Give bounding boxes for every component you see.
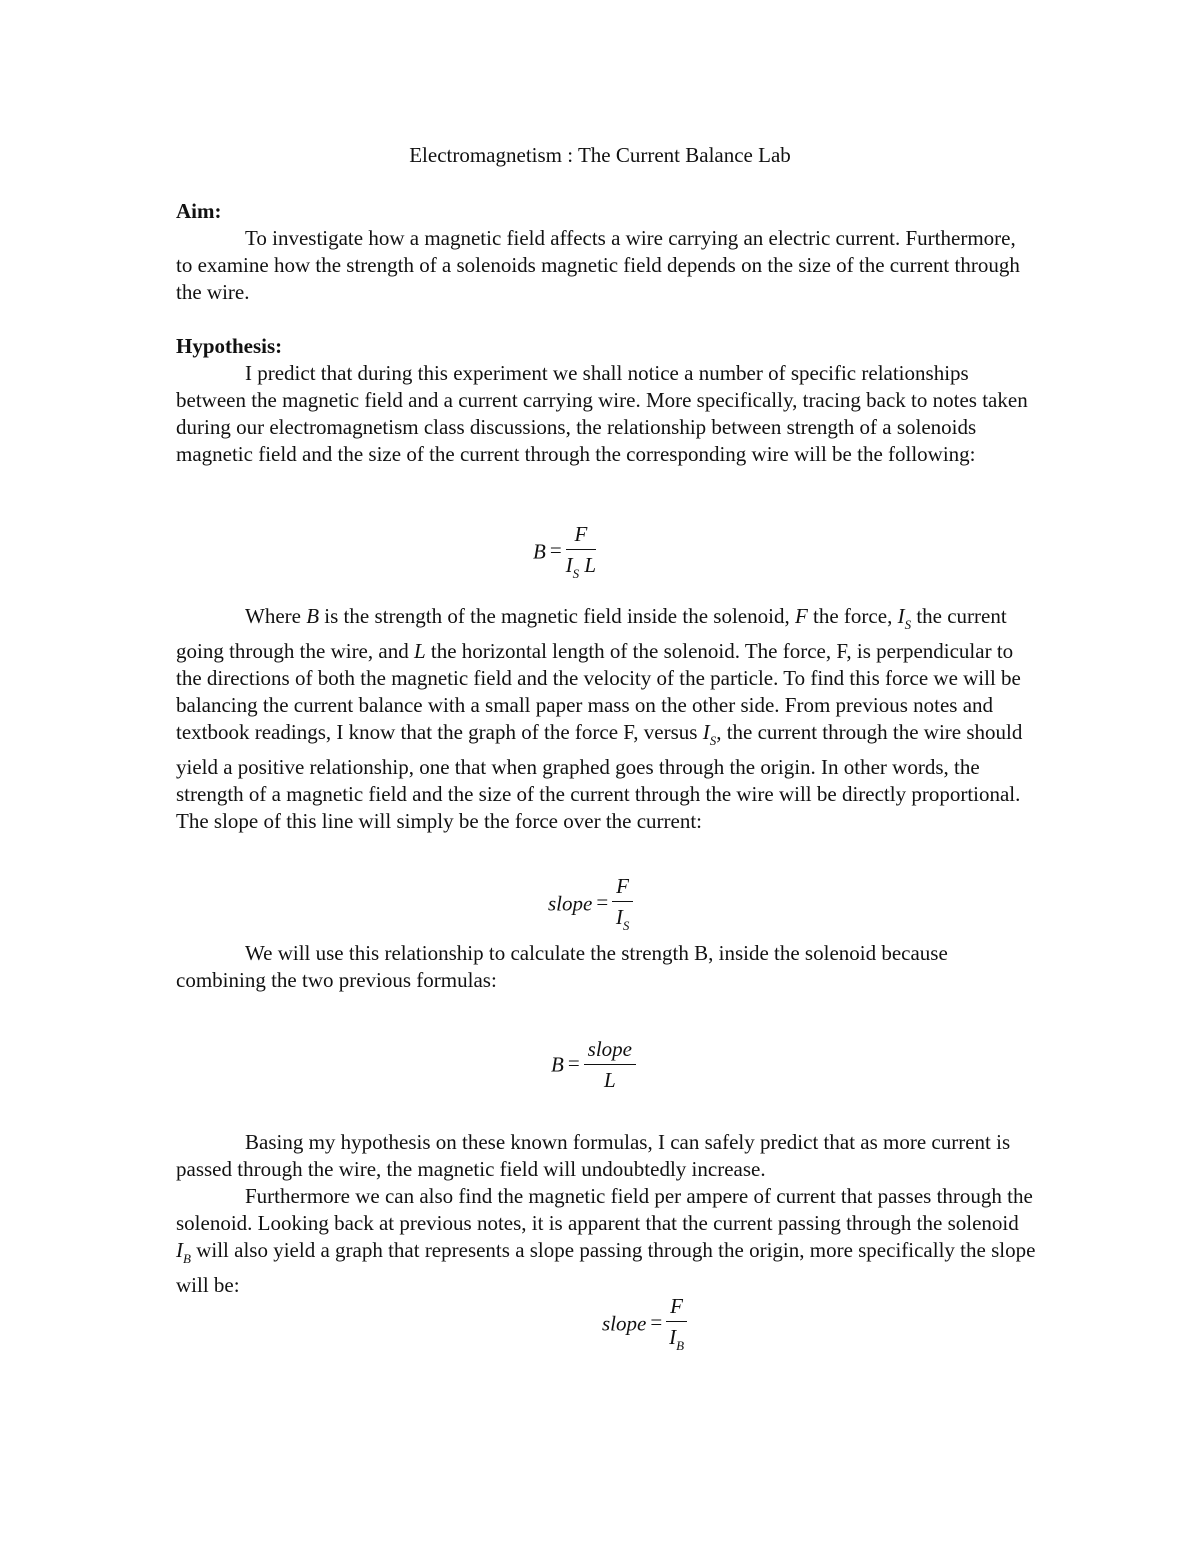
- denominator: [566, 550, 596, 582]
- fraction: [666, 1294, 687, 1354]
- fraction: [566, 522, 596, 582]
- length-symbol: L: [584, 553, 597, 577]
- equation-lhs: B: [533, 539, 546, 564]
- current-symbol: I: [669, 1325, 677, 1349]
- hypothesis-paragraph-3-block: [176, 940, 1036, 994]
- fraction: [584, 1037, 636, 1093]
- aim-heading: Aim:: [176, 199, 222, 223]
- current-subscript: S: [622, 918, 630, 933]
- current-symbol: I: [615, 905, 623, 929]
- equation-lhs: B: [551, 1052, 564, 1077]
- hypothesis-paragraph-5: Furthermore we can also find the magnetic field per ampere of current that passes through the solenoid. Looking back at previous notes, it is apparent that the current passing through the solenoid $I_B$ will also yield a graph that represents a slope passing through the origin, more specifically the slope will be:: [176, 1184, 1036, 1297]
- numerator: F: [612, 874, 633, 902]
- equals-sign: =: [596, 889, 609, 914]
- numerator: F: [566, 522, 596, 550]
- current-subscript: B: [676, 1338, 685, 1353]
- hypothesis-paragraph-3: We will use this relationship to calculate the strength B, inside the solenoid because combining the two previous formulas:: [176, 941, 948, 992]
- denominator: [666, 1322, 687, 1354]
- equation-lhs: slope: [602, 1311, 647, 1336]
- equation-slope-equals-f-over-ib: [602, 1294, 687, 1354]
- document-title: Electromagnetism : The Current Balance Lab: [409, 143, 791, 167]
- equation-lhs: slope: [548, 891, 593, 916]
- current-subscript: S: [572, 566, 580, 581]
- hypothesis-section: [176, 333, 1036, 468]
- hypothesis-paragraph-1: I predict that during this experiment we shall notice a number of specific relationships between the magnetic field and a current carrying wire. More specifically, tracing back to notes taken during our electromagnetism class discussions, the relationship between strength of a solenoids magnetic field and the size of the current through the corresponding wire will be the following:: [176, 361, 1028, 466]
- aim-section: [176, 198, 1036, 306]
- hypothesis-heading: Hypothesis:: [176, 334, 283, 358]
- equation-b-equals-f-over-is-l: [533, 522, 596, 582]
- equation-slope-equals-f-over-is: [548, 874, 633, 934]
- hypothesis-paragraph-2-block: [176, 603, 1036, 835]
- equals-sign: =: [567, 1050, 580, 1075]
- current-symbol: I: [565, 553, 573, 577]
- aim-text: To investigate how a magnetic field affects a wire carrying an electric current. Furthermore, to examine how the strength of a solenoids magnetic field depends on the size of the current through the wire.: [176, 226, 1020, 304]
- equals-sign: =: [650, 1309, 663, 1334]
- denominator: L: [603, 1068, 616, 1092]
- equation-b-equals-slope-over-l: [551, 1037, 636, 1093]
- equals-sign: =: [549, 537, 562, 562]
- fraction: [612, 874, 633, 934]
- hypothesis-paragraph-2: Where B is the strength of the magnetic field inside the solenoid, F the force, $I_S$ the current going through the wire, and L the horizontal length of the solenoid. The force, F, is perpendicular to the directions of both the magnetic field and the velocity of the particle. To find this force we will be balancing the current balance with a small paper mass on the other side. From previous notes and textbook readings, I know that the graph of the force F, versus $I_S$, the current through the wire should yield a positive relationship, one that when graphed goes through the origin. In other words, the strength of a magnetic field and the size of the current through the wire will be directly proportional. The slope of this line will simply be the force over the current:: [176, 604, 1023, 833]
- numerator: F: [666, 1294, 687, 1322]
- denominator: [612, 902, 633, 934]
- hypothesis-paragraph-4-5-block: [176, 1129, 1036, 1299]
- hypothesis-paragraph-4: Basing my hypothesis on these known formulas, I can safely predict that as more current is passed through the wire, the magnetic field will undoubtedly increase.: [176, 1130, 1011, 1181]
- numerator: slope: [584, 1037, 636, 1065]
